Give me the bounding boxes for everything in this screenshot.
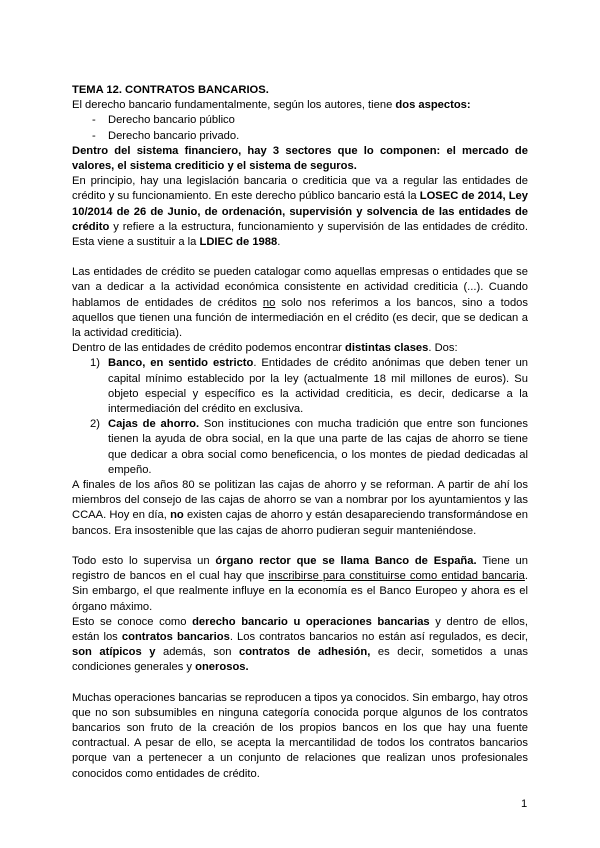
ldiec-law: LDIEC de 1988 (199, 236, 278, 249)
contracts-text: además, son (155, 646, 239, 659)
eighties-bold: no (170, 509, 184, 522)
banco-espana: órgano rector que se llama Banco de España. (215, 554, 477, 567)
intro-bold: dos aspectos: (395, 99, 471, 112)
contracts-text: Esto se conoce como (72, 615, 193, 628)
contracts-bold: son atípicos y (72, 646, 156, 659)
contracts-bold: contratos de adhesión, (239, 646, 371, 659)
spacer (72, 676, 528, 691)
supervision-underline: inscribirse para constituirse como entidad bancaria (268, 570, 525, 583)
classes-text: Dentro de las entidades de crédito podemos encontrar (72, 342, 346, 355)
list-item: - Derecho bancario privado. (72, 129, 528, 144)
supervision-text: . Sin embargo, el que realmente influye en la economía es el Banco Europeo y ahora es el órgano máximo. (72, 570, 528, 613)
item-text: Son instituciones con mucha tradición que entre son funciones tienen la ayuda de obra social, en la que una parte de las cajas de ahorro se tiene que dedicar a obra social como beneficencia, o los montes de piedad dedicadas al empeño. (108, 418, 528, 476)
entities-paragraph (72, 265, 528, 341)
eighties-text: existen cajas de ahorro y están desapareciendo transformándose en bancos. Era insostenible que las cajas de ahorro pudieran seguir manteniéndose. (72, 509, 529, 537)
page-title: TEMA 12. CONTRATOS BANCARIOS. (72, 84, 269, 96)
types-list (72, 356, 528, 478)
operations-paragraph: Muchas operaciones bancarias se reproducen a tipos ya conocidos. Sin embargo, hay otros que no son subsumibles en ninguna categoría conocida porque algunos de los contratos bancarios son fruto de la creación de los propios bancos en los que hay una fuente contractual. A pesar de ello, se acepta la mercantilidad de todos los contratos bancarios porque van a pertenecer a un conjunto de relaciones que realizan unos profesionales conocidos como entidades de crédito. (72, 691, 528, 780)
list-item: - Derecho bancario público (72, 113, 528, 128)
list-item (72, 417, 528, 478)
item-number: 1) (90, 357, 100, 370)
entities-text: Las entidades de crédito se pueden catalogar como aquellas empresas o entidades que se van a dedicar a la actividad económica consistente en actividad crediticia (...). Cuando hablamos de entidades de créditos (72, 266, 528, 309)
item-number: 2) (90, 418, 100, 431)
classes-bold: distintas clases (345, 342, 429, 355)
supervision-text: Tiene un registro de bancos en el cual hay que (72, 554, 528, 583)
document-page (72, 83, 528, 782)
contracts-bold: onerosos. (195, 661, 249, 674)
classes-paragraph (72, 341, 528, 356)
entities-text: solo nos referimos a los bancos, sino a todos aquellos que tienen una función de intermediación en el crédito (es decir, que se dedican a la actividad crediticia). (72, 296, 528, 340)
contracts-text: y dentro de ellos, están los (72, 615, 528, 643)
losec-law: LOSEC de 2014, Ley 10/2014 de 26 de Junio, de ordenación, supervisión y solvencia de las entidades de crédito (72, 190, 528, 233)
classes-text: . Dos: (428, 342, 458, 355)
sectors-paragraph (72, 144, 528, 174)
supervision-text: Todo esto lo supervisa un (72, 554, 216, 567)
spacer (72, 250, 528, 265)
legislation-paragraph (72, 174, 528, 250)
item-text: . Entidades de crédito anónimas que deben tener un capital mínimo establecido por la ley (actualmente 18 mil millones de euros). Su objeto especial y específico es la actividad crediticia, es decir, dedicarse a la intermediación del crédito en exclusiva. (108, 357, 529, 416)
contracts-text: . Los contratos bancarios no están así regulados, es decir, (229, 630, 528, 643)
aspects-list (72, 113, 528, 143)
spacer (72, 539, 528, 554)
list-item (72, 356, 528, 417)
legislation-text: y refiere a la estructura, funcionamiento y supervisión de las entidades de crédito. Esta viene a sustituir a la (72, 220, 528, 249)
contracts-paragraph (72, 615, 528, 676)
contracts-bold: contratos bancarios (121, 630, 230, 643)
page-number: 1 (521, 798, 528, 810)
contracts-text: es decir, sometidos a unas condiciones generales y (72, 646, 528, 674)
legislation-text: En principio, hay una legislación bancaria o crediticia que va a regular las entidades de crédito y su funcionamiento. En este derecho público bancario está la (72, 175, 528, 203)
entities-underline: no (262, 296, 276, 309)
eighties-paragraph (72, 478, 528, 539)
sectors-text: Dentro del sistema financiero, hay 3 sectores que lo componen: el mercado de valores, el sistema crediticio y el sistema de seguros. (72, 144, 528, 173)
intro-paragraph (72, 98, 528, 113)
item-heading: Cajas de ahorro. (108, 418, 200, 431)
contracts-bold: derecho bancario u operaciones bancarias (192, 615, 430, 628)
legislation-text: . (277, 236, 281, 249)
supervision-paragraph (72, 554, 528, 615)
eighties-text: A finales de los años 80 se politizan las cajas de ahorro y se reforman. A partir de ahí los miembros del consejo de las cajas de ahorro se van a nombrar por los ayuntamientos y las CCAA. Hoy en día, (72, 479, 528, 522)
intro-text: El derecho bancario fundamentalmente, según los autores, tiene (72, 99, 396, 112)
item-heading: Banco, en sentido estricto (108, 357, 254, 370)
